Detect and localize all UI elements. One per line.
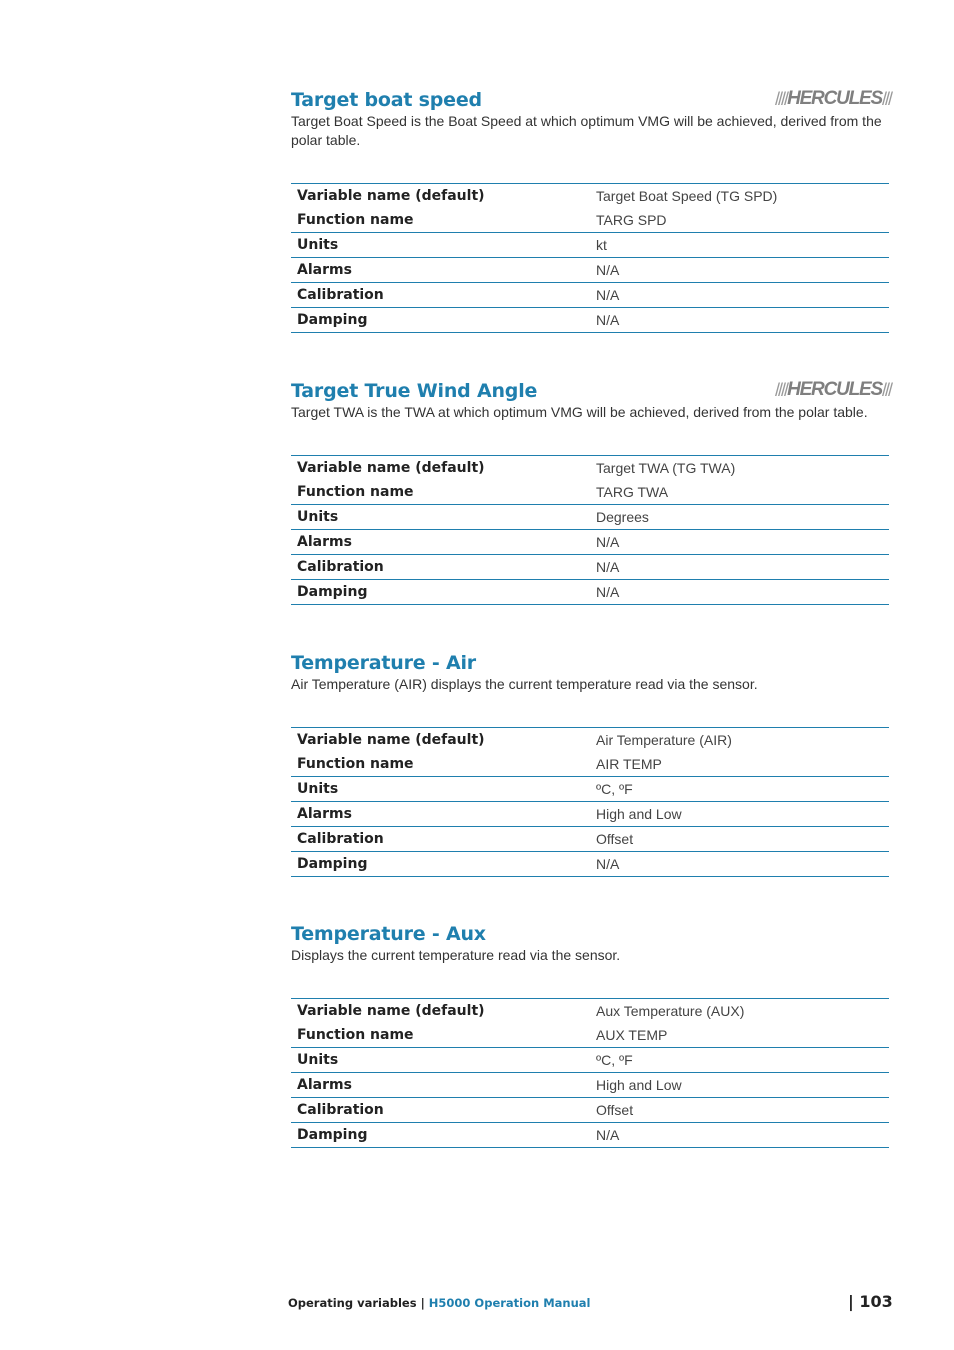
table-row <box>291 233 889 258</box>
section-description: Air Temperature (AIR) displays the current temperature read via the sensor. <box>291 676 758 692</box>
row-value: N/A <box>590 580 889 605</box>
table-row <box>291 505 889 530</box>
table-row <box>291 208 889 233</box>
row-value: Aux Temperature (AUX) <box>596 1003 745 1019</box>
row-value: N/A <box>590 308 889 333</box>
row-value: Target Boat Speed (TG SPD) <box>596 188 778 204</box>
section-description: Target TWA is the TWA at which optimum VMG will be achieved, derived from the polar table. <box>291 404 868 420</box>
table-row <box>291 258 889 283</box>
table-row <box>291 777 889 802</box>
row-key: Calibration <box>291 283 590 308</box>
row-value: kt <box>590 233 889 258</box>
row-key: Function name <box>291 480 590 505</box>
hercules-logo <box>775 88 891 110</box>
logo-text: HERCULES <box>787 88 882 109</box>
table-row <box>291 555 889 580</box>
row-key: Damping <box>291 308 590 333</box>
section-target-true-wind-angle <box>291 379 889 422</box>
variables-table <box>291 183 889 333</box>
row-key: Function name <box>291 208 590 233</box>
row-value: AUX TEMP <box>590 1023 889 1048</box>
row-value: TARG TWA <box>590 480 889 505</box>
row-value: ºC, ºF <box>590 1048 889 1073</box>
section-title: Temperature - Air <box>291 652 476 674</box>
row-key: Calibration <box>291 1098 590 1123</box>
footer-separator: | <box>420 1296 425 1310</box>
row-key: Alarms <box>291 530 590 555</box>
table-row <box>291 283 889 308</box>
row-key: Variable name (default) <box>297 1003 485 1019</box>
row-key: Calibration <box>291 827 590 852</box>
table-row <box>291 999 889 1024</box>
logo-bars-icon: /// <box>881 379 891 400</box>
variables-table <box>291 727 889 877</box>
row-key: Damping <box>291 1123 590 1148</box>
row-value: N/A <box>590 258 889 283</box>
row-value: High and Low <box>590 802 889 827</box>
row-key: Variable name (default) <box>297 460 485 476</box>
page-number: | 103 <box>848 1292 893 1311</box>
section-temperature-air <box>291 651 889 694</box>
section-title: Target True Wind Angle <box>291 380 538 402</box>
row-key: Units <box>291 777 590 802</box>
logo-bars-icon: /// <box>881 88 891 109</box>
footer-chapter: Operating variables <box>288 1296 417 1310</box>
row-value: High and Low <box>590 1073 889 1098</box>
footer-manual-title: H5000 Operation Manual <box>428 1296 591 1310</box>
section-target-boat-speed <box>291 88 889 150</box>
logo-bars-icon: //// <box>775 379 788 400</box>
row-value: Air Temperature (AIR) <box>596 732 732 748</box>
table-row <box>291 580 889 605</box>
row-key: Variable name (default) <box>297 188 485 204</box>
section-description: Displays the current temperature read via the sensor. <box>291 947 621 963</box>
logo-bars-icon: //// <box>775 88 788 109</box>
variables-table <box>291 455 889 605</box>
section-title: Target boat speed <box>291 89 482 111</box>
table-row <box>291 827 889 852</box>
row-value: N/A <box>590 555 889 580</box>
row-value: Degrees <box>590 505 889 530</box>
page-footer <box>288 1296 590 1310</box>
section-title: Temperature - Aux <box>291 923 486 945</box>
row-value: N/A <box>590 283 889 308</box>
row-value: N/A <box>590 1123 889 1148</box>
table-row <box>291 308 889 333</box>
row-value: AIR TEMP <box>590 752 889 777</box>
section-description: Target Boat Speed is the Boat Speed at which optimum VMG will be achieved, derived from the polar table. <box>291 113 882 148</box>
row-key: Alarms <box>291 258 590 283</box>
table-row <box>291 752 889 777</box>
section-temperature-aux <box>291 922 889 965</box>
row-key: Alarms <box>291 1073 590 1098</box>
table-row <box>291 530 889 555</box>
variables-table <box>291 998 889 1148</box>
row-key: Units <box>291 233 590 258</box>
row-key: Units <box>291 1048 590 1073</box>
table-row <box>291 1098 889 1123</box>
row-value: Target TWA (TG TWA) <box>596 460 736 476</box>
row-value: N/A <box>590 852 889 877</box>
row-key: Function name <box>291 752 590 777</box>
row-key: Damping <box>291 852 590 877</box>
table-row <box>291 1073 889 1098</box>
row-key: Calibration <box>291 555 590 580</box>
table-row <box>291 1123 889 1148</box>
table-row <box>291 852 889 877</box>
row-key: Units <box>291 505 590 530</box>
row-value: Offset <box>590 827 889 852</box>
row-key: Function name <box>291 1023 590 1048</box>
logo-text: HERCULES <box>787 379 882 400</box>
row-key: Damping <box>291 580 590 605</box>
row-value: TARG SPD <box>590 208 889 233</box>
table-row <box>291 480 889 505</box>
row-value: ºC, ºF <box>590 777 889 802</box>
table-row <box>291 1023 889 1048</box>
row-key: Variable name (default) <box>297 732 485 748</box>
row-key: Alarms <box>291 802 590 827</box>
table-row <box>291 184 889 209</box>
table-row <box>291 456 889 481</box>
row-value: N/A <box>590 530 889 555</box>
table-row <box>291 802 889 827</box>
row-value: Offset <box>590 1098 889 1123</box>
table-row <box>291 1048 889 1073</box>
table-row <box>291 728 889 753</box>
hercules-logo <box>775 379 891 401</box>
